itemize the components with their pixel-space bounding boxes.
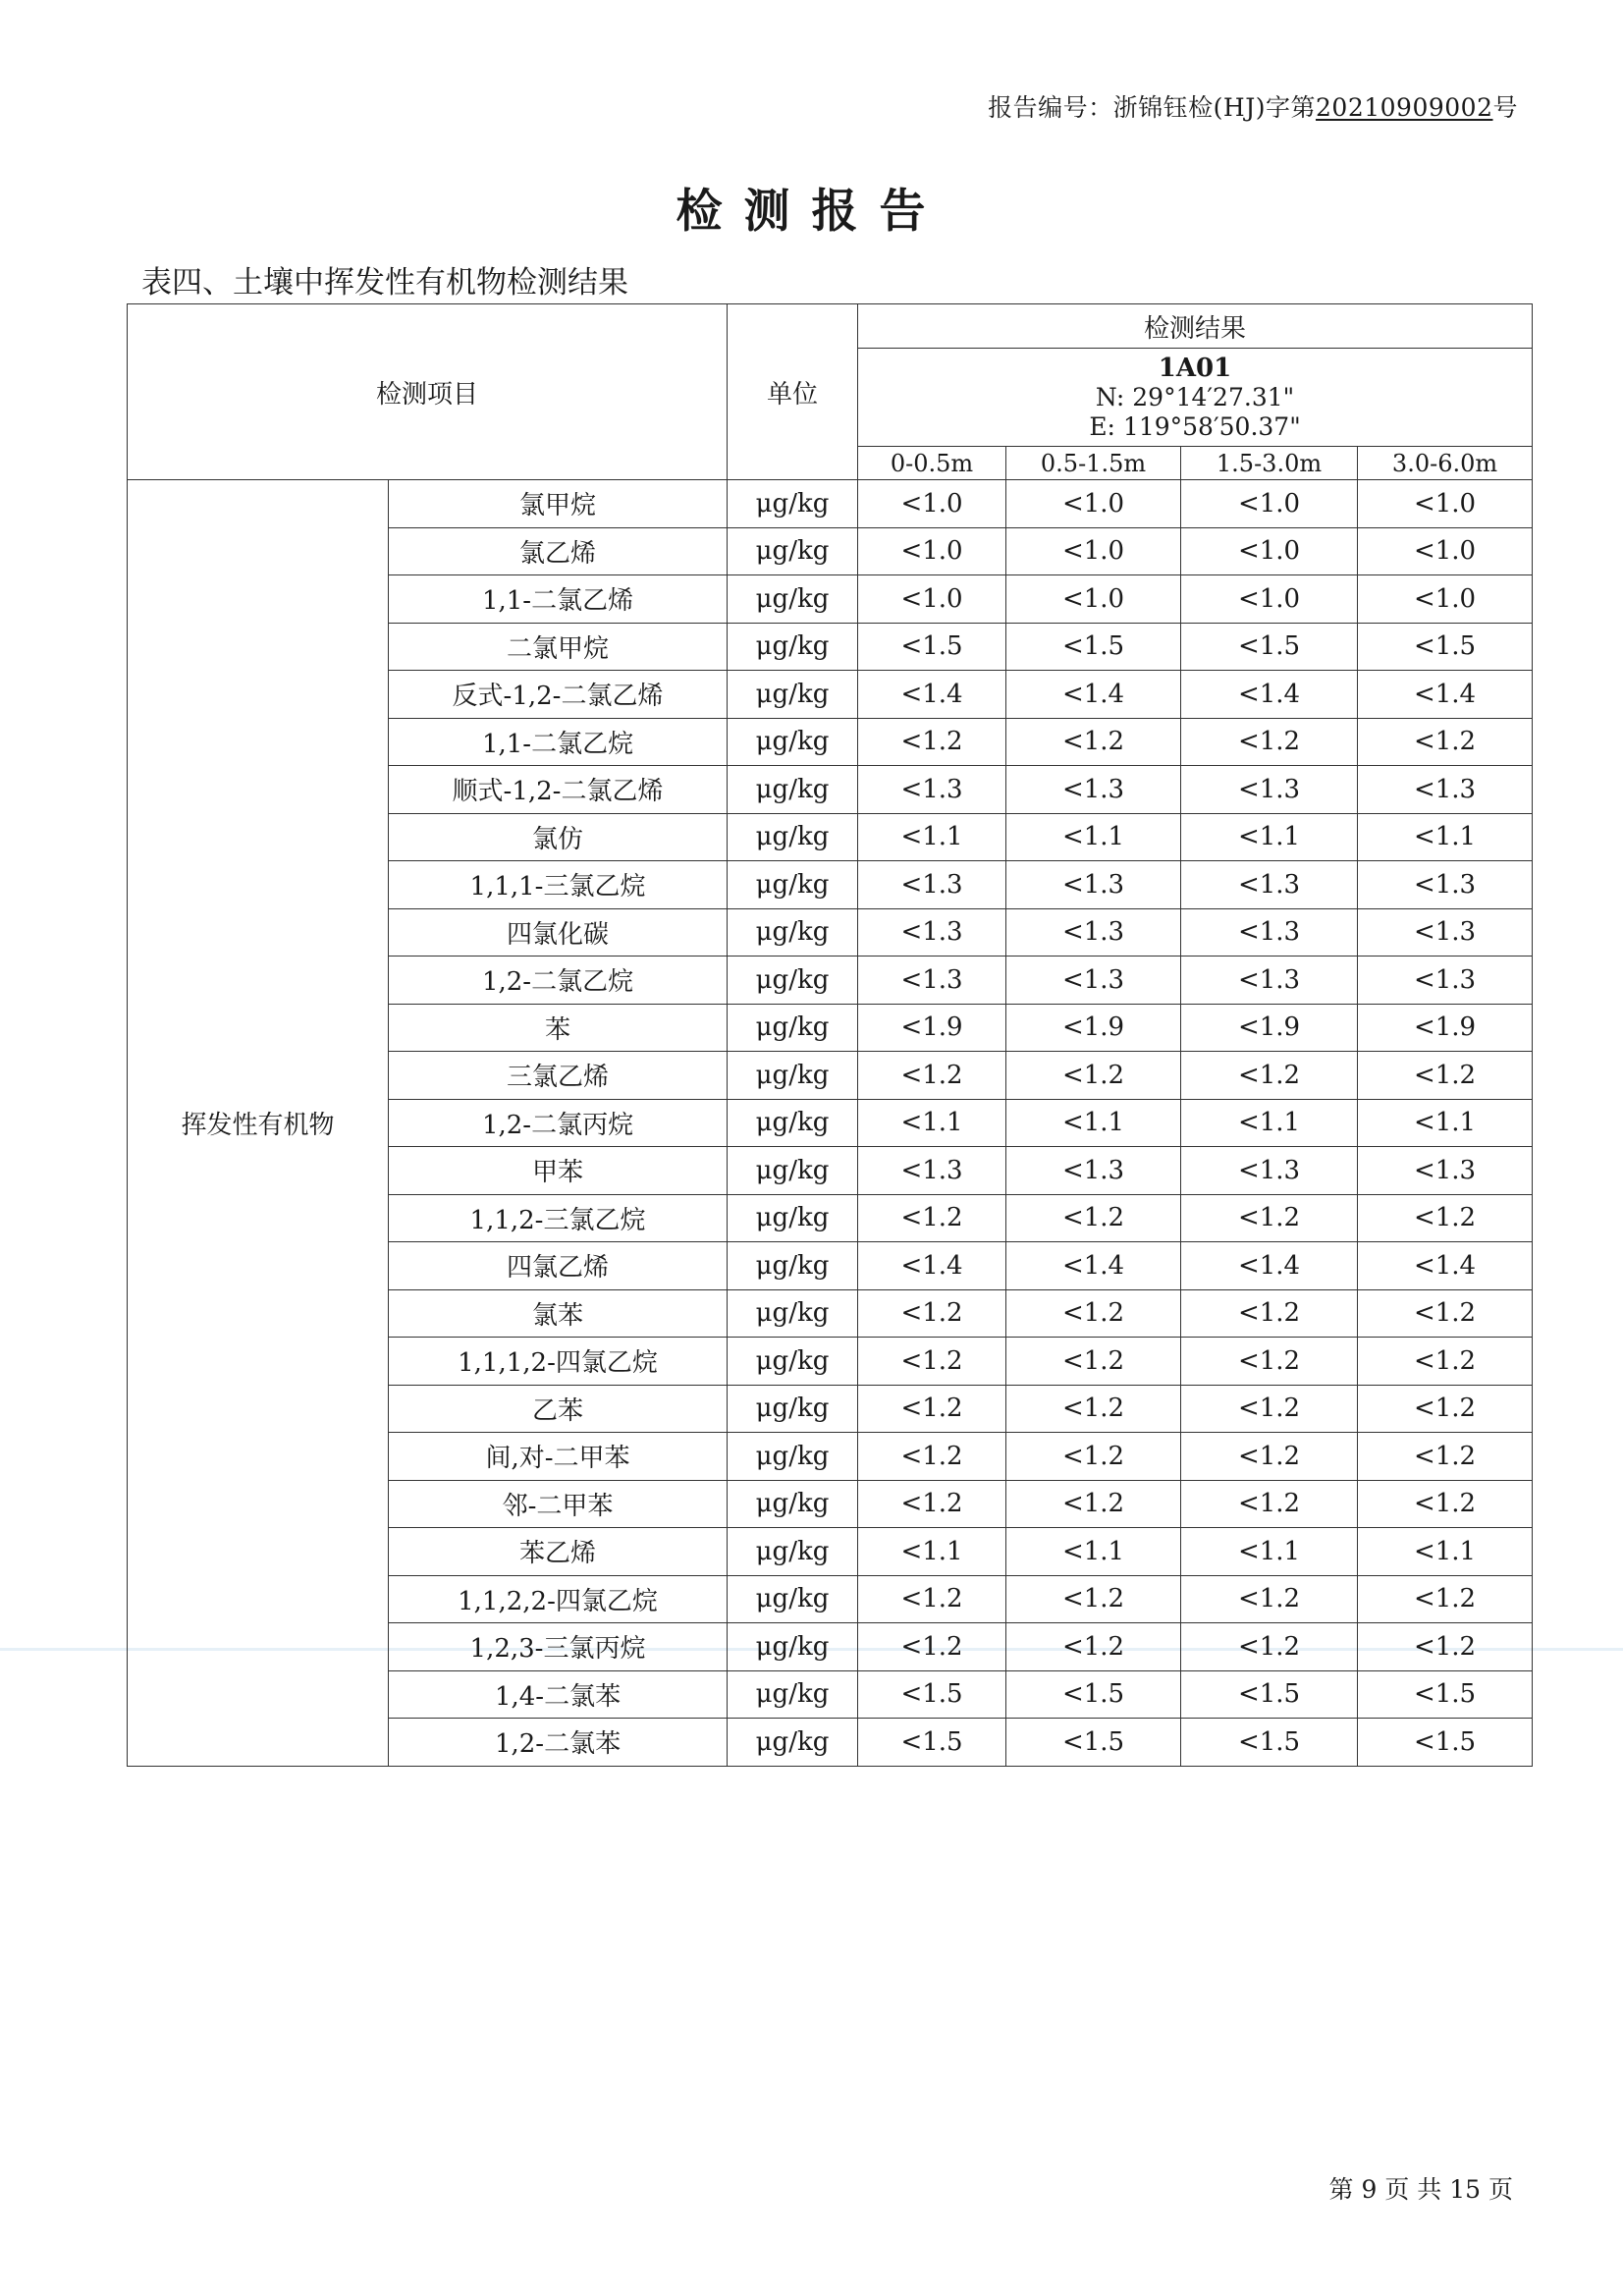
result-value: <1.0 (1181, 575, 1358, 624)
analyte-unit: μg/kg (728, 1147, 858, 1195)
result-value: <1.0 (1006, 480, 1181, 528)
result-value: <1.5 (1181, 1670, 1358, 1719)
analyte-name: 间,对-二甲苯 (389, 1433, 728, 1481)
results-body (128, 480, 1533, 1767)
header-depth: 0-0.5m (858, 447, 1006, 480)
result-value: <1.2 (1006, 1194, 1181, 1242)
analyte-unit: μg/kg (728, 671, 858, 719)
result-value: <1.0 (1358, 575, 1533, 624)
analyte-unit: μg/kg (728, 1719, 858, 1767)
result-value: <1.2 (1006, 718, 1181, 766)
result-value: <1.0 (1358, 527, 1533, 575)
result-value: <1.1 (1006, 1099, 1181, 1147)
result-value: <1.0 (1181, 480, 1358, 528)
result-value: <1.0 (858, 527, 1006, 575)
analyte-unit: μg/kg (728, 1338, 858, 1386)
result-value: <1.2 (1358, 1338, 1533, 1386)
analyte-unit: μg/kg (728, 861, 858, 909)
result-value: <1.2 (1181, 1385, 1358, 1433)
result-value: <1.2 (1358, 1385, 1533, 1433)
analyte-name: 1,2-二氯丙烷 (389, 1099, 728, 1147)
result-value: <1.3 (858, 1147, 1006, 1195)
analyte-name: 1,2-二氯乙烷 (389, 957, 728, 1005)
header-depth: 3.0-6.0m (1358, 447, 1533, 480)
result-value: <1.5 (1181, 623, 1358, 671)
result-value: <1.2 (1181, 718, 1358, 766)
result-value: <1.4 (1181, 671, 1358, 719)
result-value: <1.4 (1181, 1242, 1358, 1290)
result-value: <1.9 (1181, 1004, 1358, 1052)
header-depth: 1.5-3.0m (1181, 447, 1358, 480)
result-value: <1.3 (1006, 766, 1181, 814)
analyte-unit: μg/kg (728, 1099, 858, 1147)
analyte-unit: μg/kg (728, 575, 858, 624)
result-value: <1.2 (858, 1623, 1006, 1671)
result-value: <1.1 (1181, 1099, 1358, 1147)
result-value: <1.5 (858, 1670, 1006, 1719)
table-title: 表四、土壤中挥发性有机物检测结果 (141, 265, 628, 301)
analyte-unit: μg/kg (728, 1004, 858, 1052)
result-value: <1.2 (1181, 1433, 1358, 1481)
analyte-unit: μg/kg (728, 1670, 858, 1719)
result-value: <1.1 (1358, 1528, 1533, 1576)
header-depth: 0.5-1.5m (1006, 447, 1181, 480)
result-value: <1.3 (858, 908, 1006, 957)
analyte-unit: μg/kg (728, 813, 858, 861)
result-value: <1.2 (858, 1052, 1006, 1100)
result-value: <1.4 (858, 671, 1006, 719)
result-value: <1.2 (1006, 1480, 1181, 1528)
analyte-unit: μg/kg (728, 718, 858, 766)
report-number-prefix: 报告编号：浙锦钰检(HJ)字第 (988, 93, 1317, 122)
result-value: <1.4 (1006, 1242, 1181, 1290)
result-value: <1.2 (1006, 1289, 1181, 1338)
result-value: <1.5 (1358, 1670, 1533, 1719)
result-value: <1.2 (858, 1385, 1006, 1433)
analyte-name: 顺式-1,2-二氯乙烯 (389, 766, 728, 814)
result-value: <1.2 (1358, 1194, 1533, 1242)
result-value: <1.1 (858, 813, 1006, 861)
result-value: <1.2 (1006, 1575, 1181, 1623)
result-value: <1.2 (1358, 1289, 1533, 1338)
result-value: <1.2 (858, 1338, 1006, 1386)
result-value: <1.3 (1006, 957, 1181, 1005)
result-value: <1.3 (1181, 861, 1358, 909)
result-value: <1.2 (858, 1480, 1006, 1528)
result-value: <1.2 (1181, 1480, 1358, 1528)
analyte-name: 甲苯 (389, 1147, 728, 1195)
analyte-unit: μg/kg (728, 1528, 858, 1576)
result-value: <1.1 (1358, 813, 1533, 861)
analyte-name: 1,1-二氯乙烯 (389, 575, 728, 624)
report-number-suffix: 号 (1492, 93, 1518, 122)
analyte-name: 苯乙烯 (389, 1528, 728, 1576)
result-value: <1.3 (1006, 861, 1181, 909)
result-value: <1.2 (858, 1433, 1006, 1481)
result-value: <1.3 (1358, 1147, 1533, 1195)
analyte-unit: μg/kg (728, 1433, 858, 1481)
result-value: <1.4 (1358, 1242, 1533, 1290)
result-value: <1.3 (858, 766, 1006, 814)
result-value: <1.5 (1181, 1719, 1358, 1767)
result-value: <1.1 (1006, 813, 1181, 861)
result-value: <1.3 (1358, 861, 1533, 909)
result-value: <1.5 (1006, 1719, 1181, 1767)
result-value: <1.2 (1181, 1194, 1358, 1242)
result-value: <1.0 (858, 480, 1006, 528)
analyte-unit: μg/kg (728, 1289, 858, 1338)
header-sample (858, 349, 1533, 447)
result-value: <1.3 (1358, 766, 1533, 814)
result-value: <1.2 (1181, 1289, 1358, 1338)
result-value: <1.9 (858, 1004, 1006, 1052)
analyte-name: 反式-1,2-二氯乙烯 (389, 671, 728, 719)
analyte-unit: μg/kg (728, 1385, 858, 1433)
result-value: <1.3 (1181, 766, 1358, 814)
sample-coord-n: N: 29°14′27.31" (1095, 382, 1295, 411)
result-value: <1.3 (1006, 908, 1181, 957)
result-value: <1.2 (1006, 1052, 1181, 1100)
result-value: <1.4 (858, 1242, 1006, 1290)
result-value: <1.3 (1181, 908, 1358, 957)
result-value: <1.2 (1006, 1623, 1181, 1671)
analyte-name: 乙苯 (389, 1385, 728, 1433)
header-results: 检测结果 (858, 304, 1533, 349)
result-value: <1.1 (1181, 1528, 1358, 1576)
analyte-name: 三氯乙烯 (389, 1052, 728, 1100)
result-value: <1.1 (858, 1099, 1006, 1147)
result-value: <1.5 (1358, 1719, 1533, 1767)
analyte-unit: μg/kg (728, 766, 858, 814)
result-value: <1.3 (1181, 957, 1358, 1005)
result-value: <1.3 (1358, 908, 1533, 957)
result-value: <1.1 (1006, 1528, 1181, 1576)
result-value: <1.2 (1358, 1575, 1533, 1623)
analyte-unit: μg/kg (728, 480, 858, 528)
result-value: <1.5 (858, 1719, 1006, 1767)
sample-coord-e: E: 119°58′50.37" (1089, 411, 1301, 441)
header-unit: 单位 (728, 304, 858, 480)
analyte-unit: μg/kg (728, 623, 858, 671)
group-label: 挥发性有机物 (128, 480, 389, 1767)
analyte-unit: μg/kg (728, 1242, 858, 1290)
result-value: <1.2 (1358, 1623, 1533, 1671)
result-value: <1.2 (1358, 1480, 1533, 1528)
page-number: 第 9 页 共 15 页 (1328, 2175, 1513, 2204)
analyte-unit: μg/kg (728, 1575, 858, 1623)
analyte-unit: μg/kg (728, 527, 858, 575)
result-value: <1.2 (858, 1194, 1006, 1242)
result-value: <1.2 (858, 1289, 1006, 1338)
analyte-unit: μg/kg (728, 1052, 858, 1100)
result-value: <1.5 (1358, 623, 1533, 671)
result-value: <1.2 (1181, 1575, 1358, 1623)
results-table (127, 303, 1533, 1767)
result-value: <1.3 (858, 861, 1006, 909)
result-value: <1.4 (1006, 671, 1181, 719)
analyte-name: 氯苯 (389, 1289, 728, 1338)
result-value: <1.0 (1006, 527, 1181, 575)
header-item: 检测项目 (128, 304, 728, 480)
result-value: <1.5 (1006, 1670, 1181, 1719)
analyte-name: 1,1,2-三氯乙烷 (389, 1194, 728, 1242)
analyte-name: 1,2,3-三氯丙烷 (389, 1623, 728, 1671)
result-value: <1.3 (1006, 1147, 1181, 1195)
report-number-value: 20210909002 (1316, 93, 1493, 122)
analyte-name: 1,1,2,2-四氯乙烷 (389, 1575, 728, 1623)
analyte-name: 二氯甲烷 (389, 623, 728, 671)
result-value: <1.1 (1181, 813, 1358, 861)
analyte-unit: μg/kg (728, 1194, 858, 1242)
result-value: <1.0 (1358, 480, 1533, 528)
result-value: <1.1 (1358, 1099, 1533, 1147)
analyte-name: 氯仿 (389, 813, 728, 861)
result-value: <1.2 (1358, 1052, 1533, 1100)
result-value: <1.2 (1006, 1338, 1181, 1386)
result-value: <1.2 (858, 1575, 1006, 1623)
analyte-name: 1,1,1-三氯乙烷 (389, 861, 728, 909)
result-value: <1.2 (1006, 1385, 1181, 1433)
result-value: <1.0 (1181, 527, 1358, 575)
analyte-name: 1,1-二氯乙烷 (389, 718, 728, 766)
result-value: <1.2 (1181, 1623, 1358, 1671)
analyte-name: 1,4-二氯苯 (389, 1670, 728, 1719)
result-value: <1.0 (1006, 575, 1181, 624)
result-value: <1.0 (858, 575, 1006, 624)
analyte-name: 邻-二甲苯 (389, 1480, 728, 1528)
analyte-name: 1,1,1,2-四氯乙烷 (389, 1338, 728, 1386)
analyte-name: 四氯化碳 (389, 908, 728, 957)
analyte-unit: μg/kg (728, 1623, 858, 1671)
result-value: <1.2 (1181, 1052, 1358, 1100)
result-value: <1.1 (858, 1528, 1006, 1576)
document-title: 检测报告 (676, 185, 947, 239)
result-value: <1.2 (1181, 1338, 1358, 1386)
result-value: <1.2 (1006, 1433, 1181, 1481)
result-value: <1.9 (1358, 1004, 1533, 1052)
result-value: <1.2 (858, 718, 1006, 766)
result-value: <1.9 (1006, 1004, 1181, 1052)
analyte-name: 1,2-二氯苯 (389, 1719, 728, 1767)
table-row (128, 480, 1533, 528)
result-value: <1.4 (1358, 671, 1533, 719)
analyte-unit: μg/kg (728, 1480, 858, 1528)
analyte-unit: μg/kg (728, 908, 858, 957)
analyte-unit: μg/kg (728, 957, 858, 1005)
result-value: <1.2 (1358, 1433, 1533, 1481)
result-value: <1.5 (858, 623, 1006, 671)
report-number (988, 88, 1518, 124)
analyte-name: 四氯乙烯 (389, 1242, 728, 1290)
analyte-name: 氯乙烯 (389, 527, 728, 575)
analyte-name: 苯 (389, 1004, 728, 1052)
result-value: <1.5 (1006, 623, 1181, 671)
analyte-name: 氯甲烷 (389, 480, 728, 528)
sample-id: 1A01 (1158, 353, 1232, 383)
result-value: <1.3 (858, 957, 1006, 1005)
result-value: <1.2 (1358, 718, 1533, 766)
result-value: <1.3 (1181, 1147, 1358, 1195)
result-value: <1.3 (1358, 957, 1533, 1005)
